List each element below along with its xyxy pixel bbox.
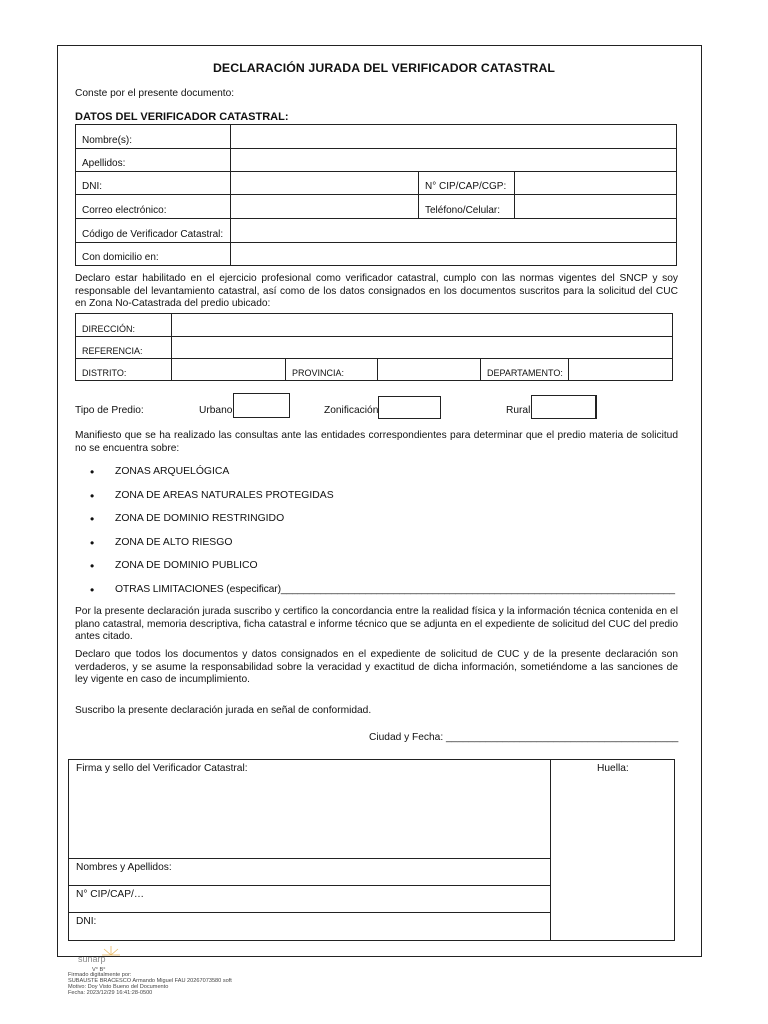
list-item: • ZONA DE AREAS NATURALES PROTEGIDAS [90,489,675,513]
verifier-data-table [75,124,677,266]
referencia-field[interactable] [172,337,673,359]
departamento-field[interactable] [569,359,673,381]
logo-text: sunarp [78,954,106,964]
cip-field[interactable] [515,172,677,195]
divider [69,858,551,859]
zonificacion-box[interactable] [378,396,441,419]
departamento-label: DEPARTAMENTO: [481,359,569,381]
nombres-label: Nombre(s): [76,125,231,149]
divider [550,760,551,940]
telefono-label: Teléfono/Celular: [419,195,515,219]
direccion-label: DIRECCIÓN: [76,314,172,337]
document-title: DECLARACIÓN JURADA DEL VERIFICADOR CATASTRAL [212,61,556,75]
urbano-label: Urbano [199,405,233,416]
manifiesto-paragraph: Manifiesto que se ha realizado las consultas ante las entidades correspondientes para determinar que el predio materia de solicitud no se encuentra sobre: [75,430,678,454]
list-item: • ZONA DE DOMINIO PUBLICO [90,559,675,583]
ciudad-fecha-field[interactable]: Ciudad y Fecha: _________________________________________ [369,732,679,743]
firma-cip-label: N° CIP/CAP/… [76,889,145,900]
footer-line2: SUBAUSTE BRACESCO Armando Miguel FAU 20267073580 soft [68,978,232,984]
conformidad-text: Suscribo la presente declaración jurada en señal de conformidad. [75,705,372,716]
tipo-predio-label: Tipo de Predio: [75,405,144,416]
apellidos-field[interactable] [231,149,677,172]
telefono-field[interactable] [515,195,677,219]
footer-line4: Fecha: 2023/12/29 16:41:28-0500 [68,990,153,996]
zonas-list [90,465,675,607]
dni-label: DNI: [76,172,231,195]
list-item: • ZONAS ARQUELÓGICA [90,465,675,489]
declaration-paragraph: Declaro estar habilitado en el ejercicio profesional como verificador catastral, cumplo con las normas vigentes del SNCP y soy responsable del levantamiento catastral, así como de los datos consignados en los documentos suscritos para la solicitud del CUC en Zona No-Catastrada del predio ubicado: [75,273,678,310]
cip-label: N° CIP/CAP/CGP: [419,172,515,195]
apellidos-label: Apellidos: [76,149,231,172]
huella-label: Huella: [597,763,629,774]
urbano-box[interactable] [233,393,290,418]
rural-box[interactable] [531,395,597,419]
nombres-apellidos-label: Nombres y Apellidos: [76,862,172,873]
rural-label: Rural [506,405,531,416]
firma-dni-label: DNI: [76,916,97,927]
list-item: • ZONA DE DOMINIO RESTRINGIDO [90,512,675,536]
concordancia-paragraph: Por la presente declaración jurada suscribo y certifico la concordancia entre la realidad física y la información técnica contenida en el plano catastral, memoria descriptiva, ficha catastral e informe técnico que se adjunta en el expediente de solicitud del CUC del predio antes citado. [75,606,678,643]
codigo-label: Código de Verificador Catastral: [76,219,231,243]
firma-label: Firma y sello del Verificador Catastral: [76,763,248,774]
list-item: • ZONA DE ALTO RIESGO [90,536,675,560]
provincia-label: PROVINCIA: [286,359,378,381]
nombres-field[interactable] [231,125,677,149]
direccion-field[interactable] [172,314,673,337]
zonificacion-label: Zonificación [324,405,379,416]
sunarp-logo [78,944,128,966]
domicilio-field[interactable] [231,243,677,266]
footer-line1: Firmado digitalmente por: [68,972,132,978]
divider [69,885,551,886]
veracidad-paragraph: Declaro que todos los documentos y datos consignados en el expediente de solicitud de CUC y de la presente declaración son verdaderos, y se asume la responsabilidad sobre la veracidad y exactitud de dicha información, sometiéndome a las sanciones de ley vigente en caso de incumplimiento. [75,649,678,686]
distrito-field[interactable] [172,359,286,381]
correo-field[interactable] [231,195,419,219]
correo-label: Correo electrónico: [76,195,231,219]
codigo-field[interactable] [231,219,677,243]
vb-text: V° B° [92,967,106,973]
dni-field[interactable] [231,172,419,195]
domicilio-label: Con domicilio en: [76,243,231,266]
distrito-label: DISTRITO: [76,359,172,381]
intro-text: Conste por el presente documento: [75,88,235,99]
divider [69,912,551,913]
provincia-field[interactable] [378,359,481,381]
location-table [75,313,673,381]
signature-box [68,759,675,941]
footer-line3: Motivo: Doy Visto Bueno del Documento [68,984,169,990]
section-title: DATOS DEL VERIFICADOR CATASTRAL: [75,111,289,123]
list-item: • OTRAS LIMITACIONES (especificar)______________________________________________________________________ [90,583,675,607]
referencia-label: REFERENCIA: [76,337,172,359]
